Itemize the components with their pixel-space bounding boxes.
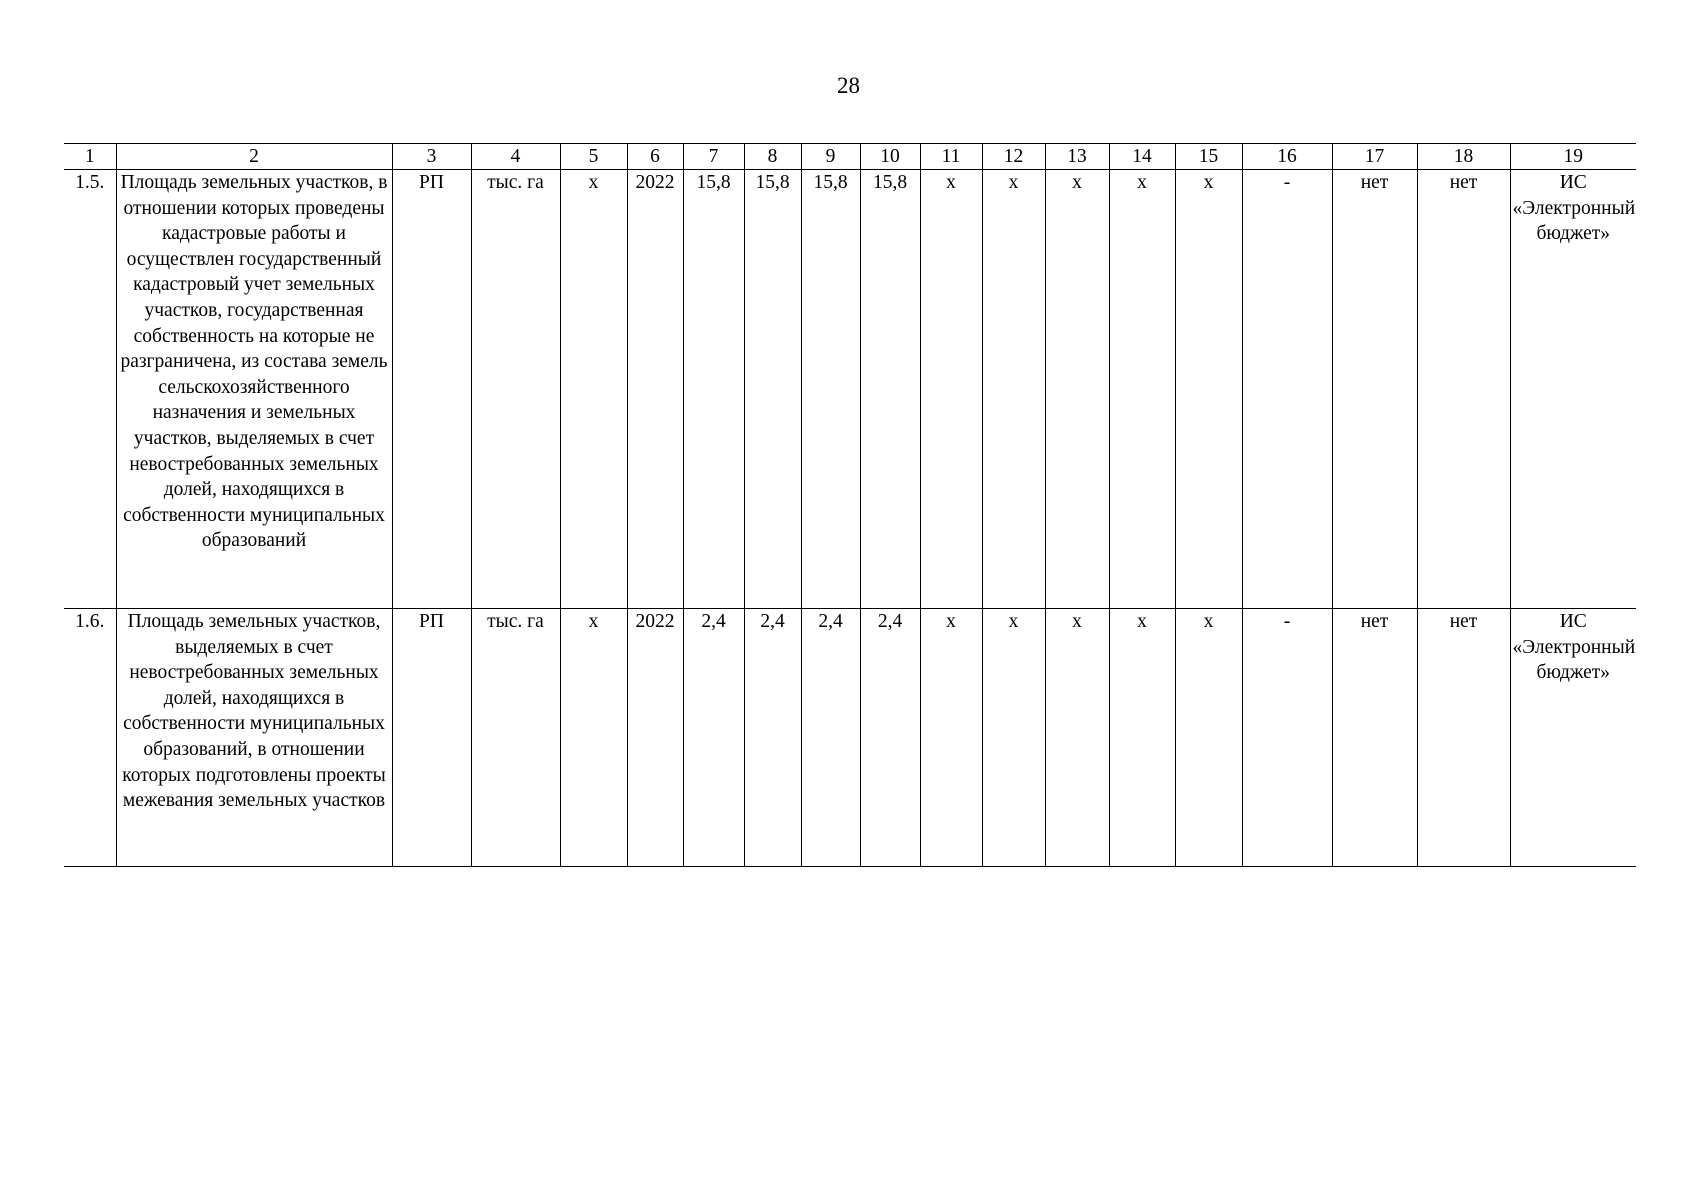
cell-source: ИС «Электронный бюджет» [1510,609,1636,867]
cell-value: х [982,609,1045,867]
column-header: 15 [1175,144,1242,170]
column-header: 1 [64,144,116,170]
page-number: 28 [837,73,860,98]
indicator-name: Площадь земельных участков, выделяемых в счет невостребованных земельных долей, находящихся в собственности муниципальных образований, в отношении которых подготовлены проекты межевания земельных участков [116,609,392,867]
column-header: 19 [1510,144,1636,170]
cell-value: 15,8 [860,170,920,609]
cell-year: 2022 [627,609,683,867]
cell-unit: тыс. га [471,170,560,609]
cell-value: х [982,170,1045,609]
cell-level: РП [392,609,471,867]
column-header: 11 [920,144,982,170]
column-header: 10 [860,144,920,170]
column-header: 14 [1109,144,1175,170]
cell-source: ИС «Электронный бюджет» [1510,170,1636,609]
cell-value: 15,8 [683,170,744,609]
cell-level: РП [392,170,471,609]
cell-value: 15,8 [801,170,860,609]
cell-value: х [1175,170,1242,609]
indicator-table [64,143,1636,867]
cell-value: х [1109,170,1175,609]
cell-value: - [1242,609,1332,867]
column-header: 3 [392,144,471,170]
column-header: 8 [744,144,801,170]
column-header: 7 [683,144,744,170]
column-header: 18 [1417,144,1510,170]
column-header: 9 [801,144,860,170]
cell-value: х [1045,170,1109,609]
cell-value: 15,8 [744,170,801,609]
column-header: 5 [560,144,627,170]
column-header: 16 [1242,144,1332,170]
cell-value: нет [1417,170,1510,609]
cell-value: х [560,609,627,867]
table-row [64,609,1636,867]
cell-value: х [560,170,627,609]
cell-value: 2,4 [801,609,860,867]
cell-value: х [920,609,982,867]
column-header: 4 [471,144,560,170]
cell-value: х [1045,609,1109,867]
cell-value: нет [1332,170,1417,609]
row-number: 1.6. [64,609,116,867]
indicator-name: Площадь земельных участков, в отношении которых проведены кадастровые работы и осуществлен государственный кадастровый учет земельных участков, государственная собственность на которые не разграничена, из состава земель сельскохозяйственного назначения и земельных участков, выделяемых в счет невостребованных земельных долей, находящихся в собственности муниципальных образований [116,170,392,609]
column-header: 17 [1332,144,1417,170]
cell-value: нет [1332,609,1417,867]
column-header: 13 [1045,144,1109,170]
column-header: 12 [982,144,1045,170]
row-number: 1.5. [64,170,116,609]
column-header: 6 [627,144,683,170]
cell-value: - [1242,170,1332,609]
cell-value: 2,4 [683,609,744,867]
cell-value: х [1109,609,1175,867]
cell-value: х [920,170,982,609]
column-header: 2 [116,144,392,170]
column-number-row [64,144,1636,170]
cell-value: х [1175,609,1242,867]
cell-value: нет [1417,609,1510,867]
cell-value: 2,4 [860,609,920,867]
table-row [64,170,1636,609]
cell-year: 2022 [627,170,683,609]
cell-value: 2,4 [744,609,801,867]
cell-unit: тыс. га [471,609,560,867]
